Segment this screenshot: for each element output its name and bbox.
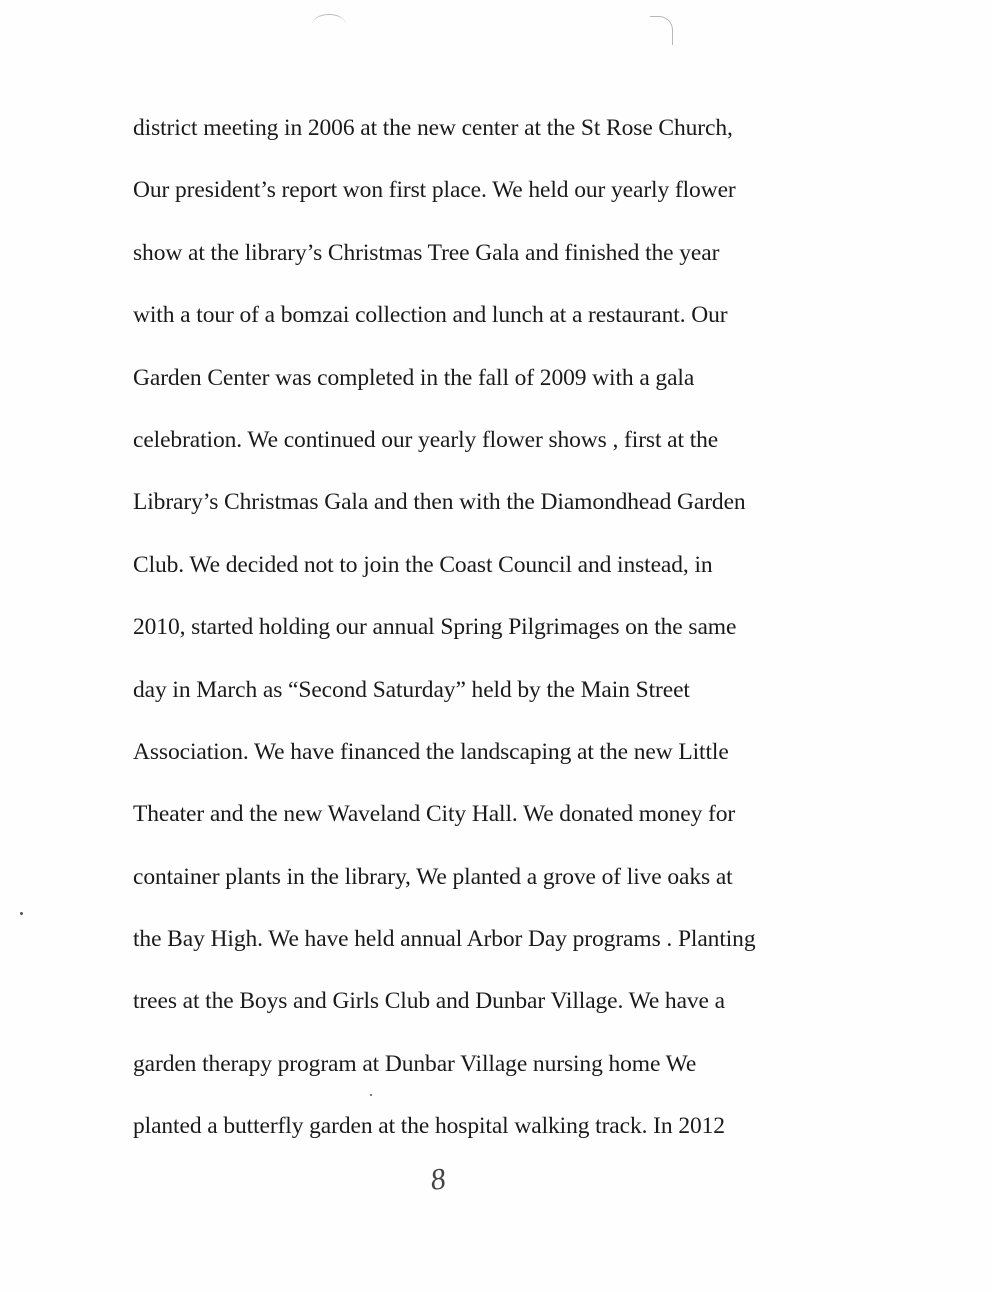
text-line: Garden Center was completed in the fall of 2009 with a gala — [133, 364, 695, 391]
handwritten-page-number: 8 — [428, 1162, 448, 1197]
staple-mark-right — [650, 16, 673, 45]
text-line: garden therapy program at Dunbar Village nursing home We — [133, 1050, 697, 1077]
staple-mark-left — [312, 14, 346, 35]
body-text — [133, 97, 853, 1158]
scan-speck — [20, 912, 23, 915]
text-line: Theater and the new Waveland City Hall. We donated money for — [133, 801, 736, 828]
text-line: Club. We decided not to join the Coast Council and instead, in — [133, 551, 713, 578]
text-line: trees at the Boys and Girls Club and Dunbar Village. We have a — [133, 988, 725, 1015]
text-line: 2010, started holding our annual Spring Pilgrimages on the same — [133, 614, 737, 641]
text-line: planted a butterfly garden at the hospital walking track. In 2012 — [133, 1113, 725, 1140]
text-line: Our president’s report won first place. We held our yearly flower — [133, 177, 736, 204]
text-line: Association. We have financed the landscaping at the new Little — [133, 738, 729, 765]
text-line: show at the library’s Christmas Tree Gala and finished the year — [133, 239, 720, 266]
text-line: with a tour of a bomzai collection and lunch at a restaurant. Our — [133, 302, 728, 329]
text-line: Library’s Christmas Gala and then with the Diamondhead Garden — [133, 489, 746, 516]
text-line: the Bay High. We have held annual Arbor Day programs . Planting — [133, 926, 756, 953]
text-line: district meeting in 2006 at the new center at the St Rose Church, — [133, 115, 733, 141]
text-line: container plants in the library, We planted a grove of live oaks at — [133, 863, 733, 890]
text-line: celebration. We continued our yearly flower shows , first at the — [133, 426, 719, 453]
text-line: day in March as “Second Saturday” held by the Main Street — [133, 676, 690, 703]
